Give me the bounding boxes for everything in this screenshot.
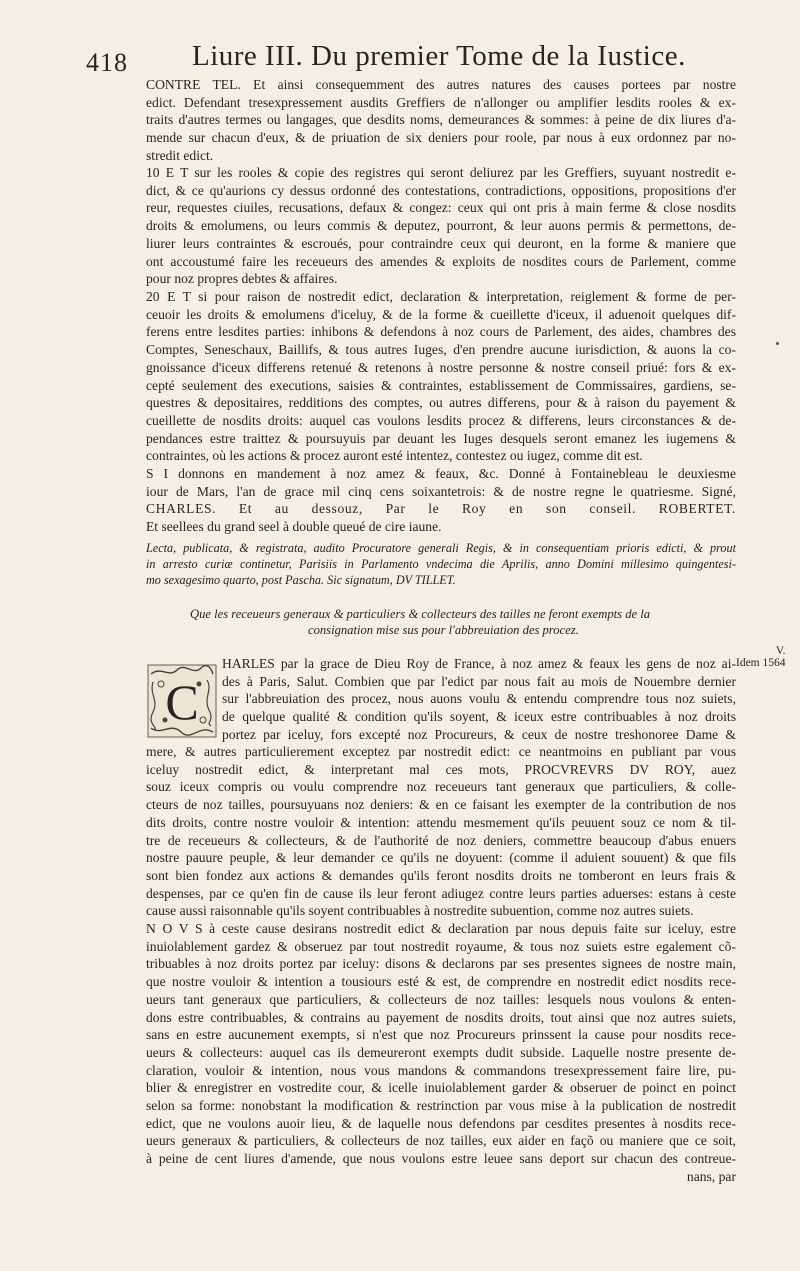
text-line: cteurs de noz tailles, poursuyuans noz deniers: & en ce faisant les exempter de la contribution de nos	[146, 797, 736, 813]
text-line: edict. Defendant tresexpressement ausdits Greffiers de n'allonger ou amplifier lesdits rooles & ex-	[146, 94, 736, 110]
text-line: portez par iceluy, fors excepté noz Procureurs, & ceux de nostre treshonoree Dame &	[222, 726, 736, 742]
text-line: iceluy nostredit edict, & interpretant mal ces mots, PROCVREVRS DV ROY, auez	[146, 761, 736, 777]
drop-cap-letter: C	[165, 674, 199, 730]
decorated-initial	[147, 664, 217, 738]
print-speck	[776, 342, 779, 345]
text-line: stredit edict.	[146, 147, 214, 163]
text-line: reur, requestes ciuiles, recusations, defaux & congez: ceux qui ont pris à main ferme & close nosdits	[146, 200, 736, 216]
text-line: claration, vouloir & intention, nous vous mandons & commandons tresexpressement faire lire, pu-	[146, 1062, 736, 1078]
registration-note	[146, 540, 736, 588]
ornament-icon	[147, 664, 217, 738]
text-line: cause aussi raisonnable qu'ils soyent contribuables à nostredite subuention, comme noz autres suiets.	[146, 903, 694, 919]
text-line: gnoissance d'iceux differens retenué & retenons à nostre personne & nostre conseil priué: fors & ex-	[146, 359, 736, 375]
text-line: ceuoir les droits & emolumens d'iceluy, & de la forme & cueillette d'iceux, il aduenoit quelques dif-	[146, 306, 736, 322]
text-line: traits d'autres termes ou langages, que desdits noms, demeurances & sommes: à peine de dix liures d'a-	[146, 112, 736, 128]
heading-line: Que les receueurs generaux & particuliers & collecteurs des tailles ne feront exempts de la	[190, 607, 651, 621]
text-line: Lecta, publicata, & registrata, audito Procuratore generali Regis, & in consequentiam prioris edicti, & prout	[146, 541, 736, 555]
signature-line: CHARLES. Et au dessouz, Par le Roy en son conseil. ROBERTET.	[146, 501, 736, 517]
text-line: cepté seulement des executions, saisies & contraintes, establissement de Commissaires, gardiens, se-	[146, 377, 736, 393]
text-line: tribuables à noz droits portez par iceluy: disons & declarons par ses presentes signees de nostre main,	[146, 956, 736, 972]
text-line: inuiolablement gardez & obseruez par tout nostredit royaume, & tous noz suiets estre egalement cõ-	[146, 938, 736, 954]
text-line: contraintes, où les actions & procez auront esté intentez, contestez ou iugez, comme dit est.	[146, 448, 643, 464]
text-line: N O V S à ceste cause desirans nostredit edict & declaration par nous depuis faite sur iceluy, estre	[146, 921, 736, 936]
text-line: mende sur chacun d'eux, & de priuation de six deniers pour roole, par nous à eux ordonnez par no-	[146, 130, 736, 146]
heading-line: consignation mise sus pour l'abbreuiation des procez.	[308, 623, 579, 637]
text-line: à peine de cent liures d'amende, que nous voulons estre leuee sans deport sur chacun des contreue-	[146, 1151, 736, 1167]
paragraph-5-opening	[222, 655, 736, 744]
text-line: sur l'abbreuiation des procez, nous auons voulu & entendu comprendre tous noz suiets,	[222, 691, 736, 707]
text-line: que nostre vouloir & intention a tousiours esté & est, de comprendre en nostredit edict nosdits rece-	[146, 974, 736, 990]
text-line: iour de Mars, l'an de grace mil cinq cens soixantetrois: & de nostre regne le quatriesme. Signé,	[146, 483, 736, 499]
text-line: sans en estre aucunement exempts, si n'est que noz Procureurs prinssent la cause pour nosdits rece-	[146, 1027, 736, 1043]
text-line: questres & depositaires, redditions des comptes, ou autres differens, pour & à raison du payement &	[146, 395, 736, 411]
text-line: S I donnons en mandement à noz amez & feaux, &c. Donné à Fontainebleau le deuxiesme	[146, 466, 736, 481]
text-line: 20 E T si pour raison de nostredit edict, declaration & interpretation, reiglement & forme de per-	[146, 289, 736, 304]
text-line: 10 E T sur les rooles & copie des registres qui seront deliurez par les Greffiers, suyuant nostredit e-	[146, 165, 736, 180]
text-line: blier & enregistrer en vostredite cour, & icelle inuiolablement garder & obseruer de poinct en poinct	[146, 1080, 736, 1096]
text-line: ueurs tant generaux que particuliers, & collecteurs de noz tailles: lesquels nous voulons & enten-	[146, 991, 736, 1007]
text-line: edict, que ne voulons auoir lieu, & de laquelle nous defendons par cesdites presentes à nosdits rece-	[146, 1115, 736, 1131]
paragraph-5	[146, 743, 736, 920]
text-line: pour noz propres debtes & affaires.	[146, 271, 338, 287]
text-line: nans, par	[686, 1168, 736, 1184]
paragraph-2	[146, 164, 736, 288]
text-line: nostre pauure peuple, & leur demander ce qu'ils ne doyuent: (comme il aduient souuent) & que fils	[146, 850, 736, 866]
text-line: cueillette de nosdits droits: auquel cas voulons lesdits procez & differens, leurs circonstances & de-	[146, 412, 736, 428]
margin-ref: Idem 1564	[736, 657, 786, 669]
paragraph-4	[146, 465, 736, 536]
text-line: Et seellees du grand seel à double queué de cire iaune.	[146, 519, 442, 535]
text-line: liurer leurs contraintes & escroués, pour contraindre ceux qui deuront, en la forme & maniere que	[146, 235, 736, 251]
text-line: HARLES par la grace de Dieu Roy de France, à noz amez & feaux les gens de noz ai-	[222, 656, 736, 671]
text-line: mere, & autres particulierement exceptez par nostredit edict: ce neantmoins en publiant par vous	[146, 744, 736, 759]
text-line: ueurs generaux & particuliers, & collecteurs de noz tailles, eux aider en façõ ou maniere que ce soit,	[146, 1133, 736, 1149]
text-line: des à Paris, Salut. Combien que par l'edict par nous fait au mois de Nouembre dernier	[222, 673, 736, 689]
paragraph-1	[146, 76, 736, 165]
text-line: ferens entre lesdites parties: inhibons & defendons à noz cours de Parlement, des aides, chambres des	[146, 324, 736, 340]
text-line: Comptes, Seneschaux, Baillifs, & tous autres Iuges, d'en prendre aucune iurisdiction, & auons la co-	[146, 342, 736, 358]
text-line: dons estre contribuables, & contrains au payement de nosdits droits, tout ainsi que noz autres suiets,	[146, 1009, 736, 1025]
text-line: despenses, par ce qu'en fin de cause ils leur feront adiugez contre leurs parties aduerses: estans à ceste	[146, 885, 736, 901]
text-line: souz iceux compris ou voulu comprendre noz receueurs tant generaux que particuliers, & colle-	[146, 779, 736, 795]
text-line: ueurs & collecteurs: auquel cas ils demeureront exempts dudit subside. Laquelle nostre presente de-	[146, 1044, 736, 1060]
text-line: ont accoustumé faire les receueurs des amendes & exploits de nosdites cours de Parlement, comme	[146, 253, 736, 269]
text-line: CONTRE TEL. Et ainsi consequemment des autres natures des causes portees par nostre	[146, 77, 736, 92]
text-line: dits droits, contre nostre vouloir & intention: attendu mesmement qu'ils peuuent souz ce nom & til-	[146, 814, 736, 830]
paragraph-6	[146, 920, 736, 1186]
text-line: mo sexagesimo quarto, post Pascha. Sic signatum, DV TILLET.	[146, 573, 456, 587]
paragraph-3	[146, 288, 736, 465]
section-heading	[190, 606, 710, 638]
text-line: pendances estre traittez & poursuyuis par deuant les Iuges desquels seront emanez les iugemens &	[146, 430, 736, 446]
running-title: Liure III. Du premier Tome de la Iustice.	[192, 40, 686, 72]
page-number: 418	[86, 48, 128, 77]
text-line: selon sa forme: nonobstant la modification & restrinction par vous mise à la publication de nostredit	[146, 1098, 736, 1114]
text-line: de quelque qualité & condition qu'ils soyent, & iceux estre contribuables à noz droits	[222, 709, 736, 725]
text-line: sont bien fondez aux actions & demandes qu'ils feront nosdits droits ne tomberont en leurs frais &	[146, 867, 736, 883]
margin-note	[736, 645, 786, 669]
text-line: droits & emolumens, ou leurs commis & deputez, pourront, & leur auons permis & permettons, de-	[146, 218, 736, 234]
margin-roman: V.	[775, 645, 786, 657]
text-line: tre de receueurs & collecteurs, & de l'authorité de noz deniers, commettre beaucoup d'abus enuers	[146, 832, 736, 848]
text-line: in arresto curiæ continetur, Parisiis in Parlamento vndecima die Aprilis, anno Domini millesimo quingentesi-	[146, 557, 736, 571]
text-line: dict, & ce qu'aurions cy dessus ordonné des contestations, contradictions, oppositions, propositions d'er	[146, 182, 736, 198]
